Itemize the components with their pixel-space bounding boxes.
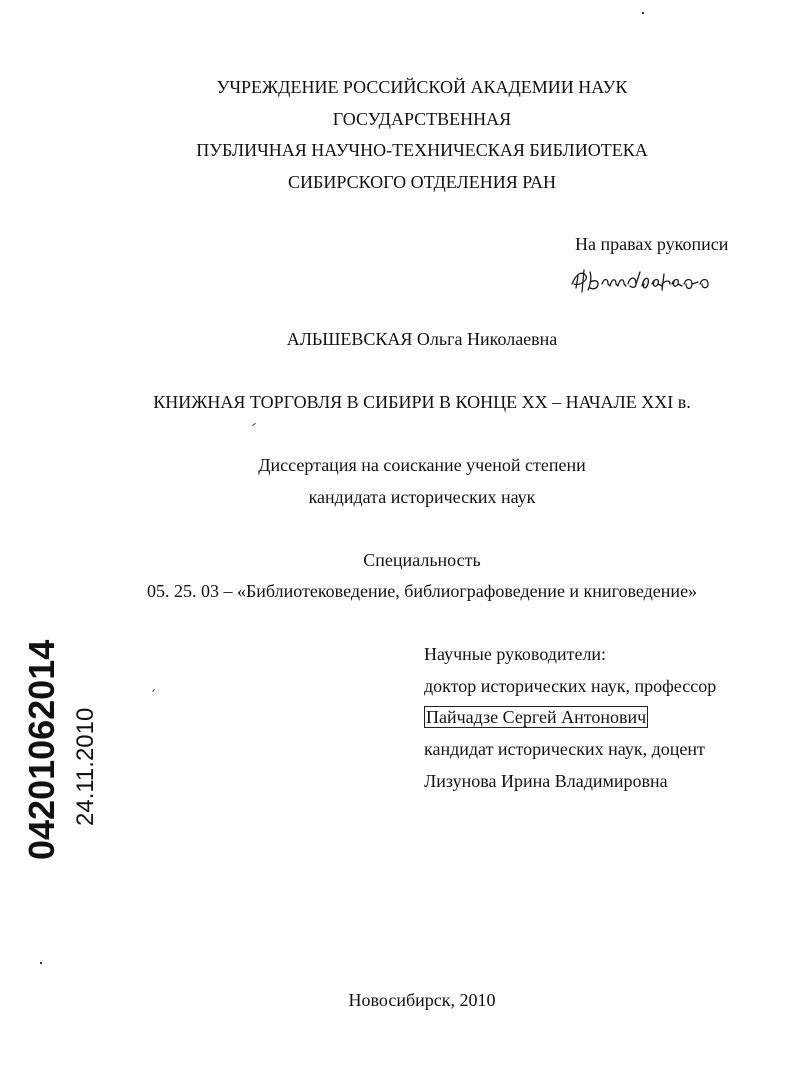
supervisors-label: Научные руководители: (424, 644, 607, 664)
supervisor-2-title: кандидат исторических наук, доцент (424, 739, 705, 759)
degree-line-1: Диссертация на соискание ученой степени (258, 455, 586, 475)
supervisor-1-name (424, 706, 648, 728)
scan-speck (252, 423, 256, 426)
institution-line-2: ГОСУДАРСТВЕННАЯ (332, 109, 512, 129)
supervisor-2-name: Лизунова Ирина Владимировна (424, 771, 668, 791)
degree-line-2: кандидата исторических наук (308, 487, 536, 507)
manuscript-note: На правах рукописи (575, 234, 729, 254)
signature-image (566, 262, 736, 302)
dissertation-title: КНИЖНАЯ ТОРГОВЛЯ В СИБИРИ В КОНЦЕ XX – НАЧАЛЕ XXI в. (153, 392, 691, 412)
library-accession-date: 24.11.2010 (72, 707, 99, 826)
author-name: АЛЬШЕВСКАЯ Ольга Николаевна (286, 329, 558, 349)
supervisor-1-title: доктор исторических наук, профессор (424, 676, 717, 696)
institution-line-3: ПУБЛИЧНАЯ НАУЧНО-ТЕХНИЧЕСКАЯ БИБЛИОТЕКА (196, 140, 648, 160)
library-accession-number: 04201062014 (21, 639, 62, 860)
institution-line-4: СИБИРСКОГО ОТДЕЛЕНИЯ РАН (288, 172, 556, 192)
city-year: Новосибирск, 2010 (348, 990, 496, 1010)
scan-speck (40, 962, 42, 964)
supervisor-1-name-box: Пайчадзе Сергей Антонович (426, 707, 647, 727)
institution-line-1: УЧРЕЖДЕНИЕ РОССИЙСКОЙ АКАДЕМИИ НАУК (216, 77, 628, 97)
specialty-value: 05. 25. 03 – «Библиотековедение, библиографоведение и книговедение» (146, 581, 698, 601)
specialty-label: Специальность (363, 550, 481, 570)
scan-speck (152, 689, 155, 692)
scan-speck (642, 12, 644, 14)
